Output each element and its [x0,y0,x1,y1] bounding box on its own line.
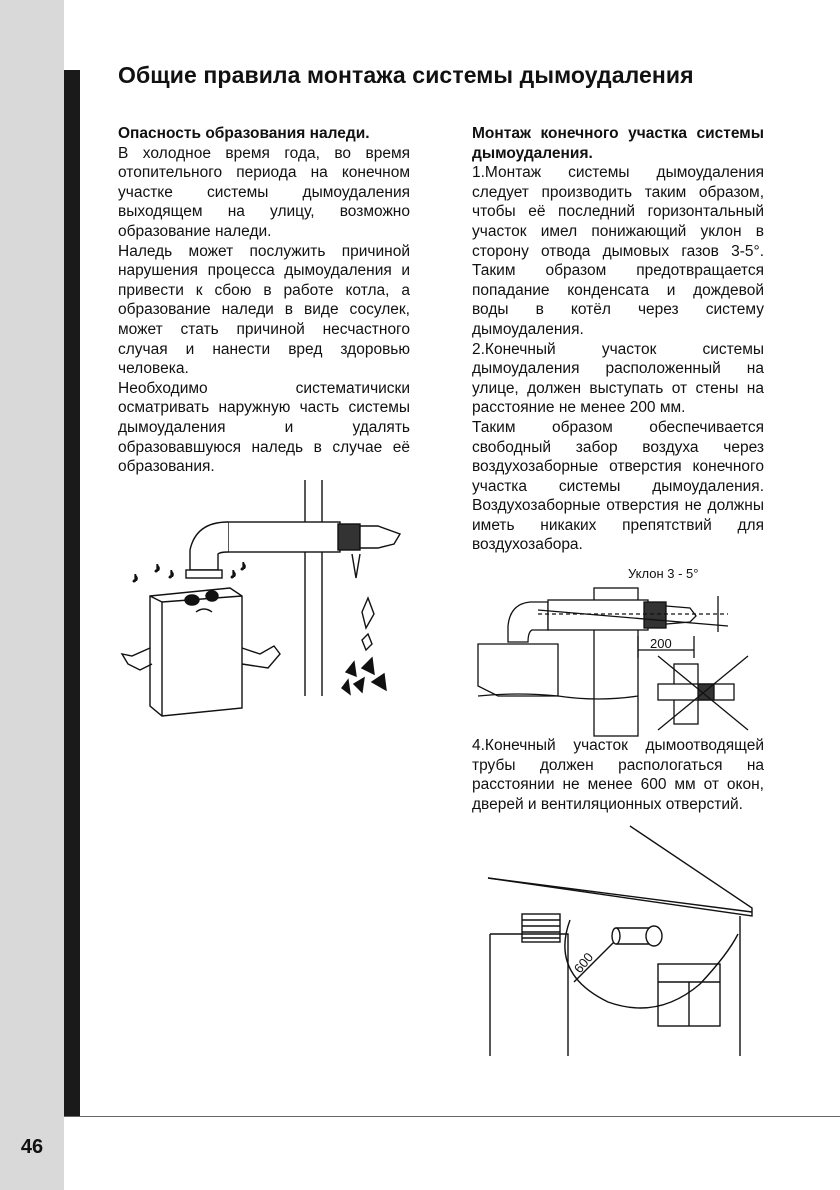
page-margin-strip [0,0,64,1190]
right-paragraph-3: Таким образом обеспечивается свободный забор воздуха через воздухозаборные отверстия конечного участка системы дымоудаления. Воздухозаборные отверстия не должны иметь никаких препятствий для воздухозабора. [472,418,764,554]
left-heading: Опасность образования наледи. [118,125,370,142]
right-heading: Монтаж конечного участка системы дымоудаления. [472,125,764,162]
slope-elbow [508,602,548,642]
terminal-opening [646,926,662,946]
ice-fragments [342,658,386,694]
left-paragraph-1: В холодное время года, во время отопительного периода на конечном участке системы дымоудаления выходящем на улицу, возможно образование наледи. [118,144,410,240]
right-paragraph-4-block [472,736,764,814]
left-paragraph-2: Наледь может послужить причиной нарушения процесса дымоудаления и привести к сбою в работе котла, а образование наледи в виде сосулек, может стать причиной несчастного случая и нанести вред здоровью человека. [118,242,410,378]
left-paragraph-3: Необходимо систематичиски осматривать наружную часть системы дымоудаления и удалять образовавшуюся наледь в случае её образования. [118,379,410,476]
distance-600-label: 600 [570,949,597,976]
slope-pipe-grid [644,602,666,628]
flue-elbow [190,522,228,570]
wrong-pipe [658,684,734,700]
boiler-body [150,588,242,716]
slope-boiler [478,644,558,696]
footer-rule [64,1116,840,1117]
note-3: ♪ [168,566,175,581]
note-2: ♪ [154,560,161,575]
right-column [472,124,764,555]
flue-terminal-grid [338,524,360,550]
house-diagram [468,824,768,1064]
flue-collar [186,570,222,578]
ice-illustration [110,478,410,728]
ice-shard-2 [362,634,372,650]
page-black-bar [64,70,80,1116]
note-1: ♪ [132,570,139,585]
slope-label: Уклон 3 - 5° [628,566,699,581]
boiler-arm-left [122,648,152,670]
distance-200-label: 200 [650,636,672,651]
page-number: 46 [20,1136,44,1158]
house-lower-section [490,934,568,1056]
icicle-top [352,554,360,578]
slope-diagram [478,566,768,736]
flue-terminal-tip [360,526,400,548]
flue-pipe [228,522,340,552]
left-column [118,124,410,477]
boiler-eye-left [185,595,199,605]
right-paragraph-1: 1.Монтаж системы дымоудаления следует производить таким образом, чтобы её последний горизонтальный участок имел понижающий уклон в сторону отвода дымовых газов 3-5°. Таким образом предотвращается попадание конденсата и дождевой воды в котёл через систему дымоудаления. [472,164,764,338]
ice-shard-1 [362,598,374,628]
right-paragraph-4: 4.Конечный участок дымоотводящей трубы должен распологаться на расстоянии не менее 600 мм от окон, дверей и вентиляционных отверстий. [472,737,764,813]
boiler-arm-right [242,646,280,668]
page-title: Общие правила монтажа системы дымоудаления [118,62,694,88]
note-4: ♪ [230,566,237,581]
boiler-eye-right [206,591,218,601]
note-5: ♪ [240,558,247,573]
right-paragraph-2: 2.Конечный участок системы дымоудаления расположенный на улице, должен выступать от стены на расстояние не менее 200 мм. [472,340,764,417]
house-roof [488,826,752,916]
